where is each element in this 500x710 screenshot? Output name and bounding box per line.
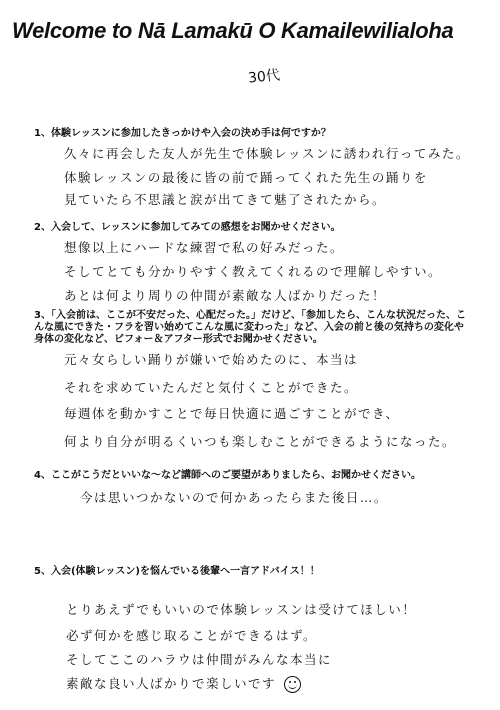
answer-5-line-2: 必ず何かを感じ取ることができるはず。 [66, 628, 318, 643]
answer-5-line-1: とりあえずでもいいので体験レッスンは受けてほしい！ [66, 602, 417, 617]
question-2: 2、入会して、レッスンに参加してみての感想をお聞かせください。 [34, 222, 341, 233]
answer-2-line-3: あとは何より周りの仲間が素敵な人ばかりだった！ [64, 288, 387, 303]
smiley-face-icon [284, 676, 301, 693]
answer-5-line-3: そしてここのハラウは仲間がみんな本当に [66, 652, 333, 667]
answer-3-line-2: それを求めていたんだと気付くことができた。 [64, 380, 359, 395]
answer-2-line-1: 想像以上にハードな練習で私の好みだった。 [64, 240, 345, 255]
answer-1-line-3: 見ていたら不思議と涙が出てきて魅了されたから。 [64, 192, 387, 207]
question-4: 4、ここがこうだといいな～など講師へのご要望がありましたら、お聞かせください。 [34, 470, 421, 481]
question-1: 1、体験レッスンに参加したきっかけや入会の決め手は何ですか？ [34, 128, 331, 139]
answer-1-line-2: 体験レッスンの最後に皆の前で踊ってくれた先生の踊りを [64, 170, 428, 185]
answer-4-line-1: 今は思いつかないので何かあったらまた後日…。 [80, 490, 388, 505]
answer-3-line-1: 元々女らしい踊りが嫌いで始めたのに、本当は [64, 352, 359, 367]
answer-1-line-1: 久々に再会した友人が先生で体験レッスンに誘われ行ってみた。 [64, 146, 470, 161]
answer-3-line-4: 何より自分が明るくいつも楽しむことができるようになった。 [64, 434, 457, 449]
age-label: 30代 [247, 67, 281, 87]
answer-5-line-4: 素敵な良い人ばかりで楽しいです [66, 676, 277, 691]
question-3: 3、「入会前は、ここが不安だった、心配だった。」だけど、「参加したら、こんな状況だった、こんな風にできた・フラを習い始めてこんな風に変わった」など、入会の前と後の気持ちの変化や身体の変化など、ビフォー＆アフター形式でお聞かせください。 [34, 310, 466, 345]
answer-3-line-3: 毎週体を動かすことで毎日快適に過ごすことができ、 [64, 406, 400, 421]
page-title: Welcome to Nā Lamakū O Kamailewilialoha [12, 18, 454, 43]
question-5: 5、入会(体験レッスン)を悩んでいる後輩へ一言アドバイス！！ [34, 566, 320, 577]
answer-2-line-2: そしてとても分かりやすく教えてくれるので理解しやすい。 [64, 264, 443, 279]
